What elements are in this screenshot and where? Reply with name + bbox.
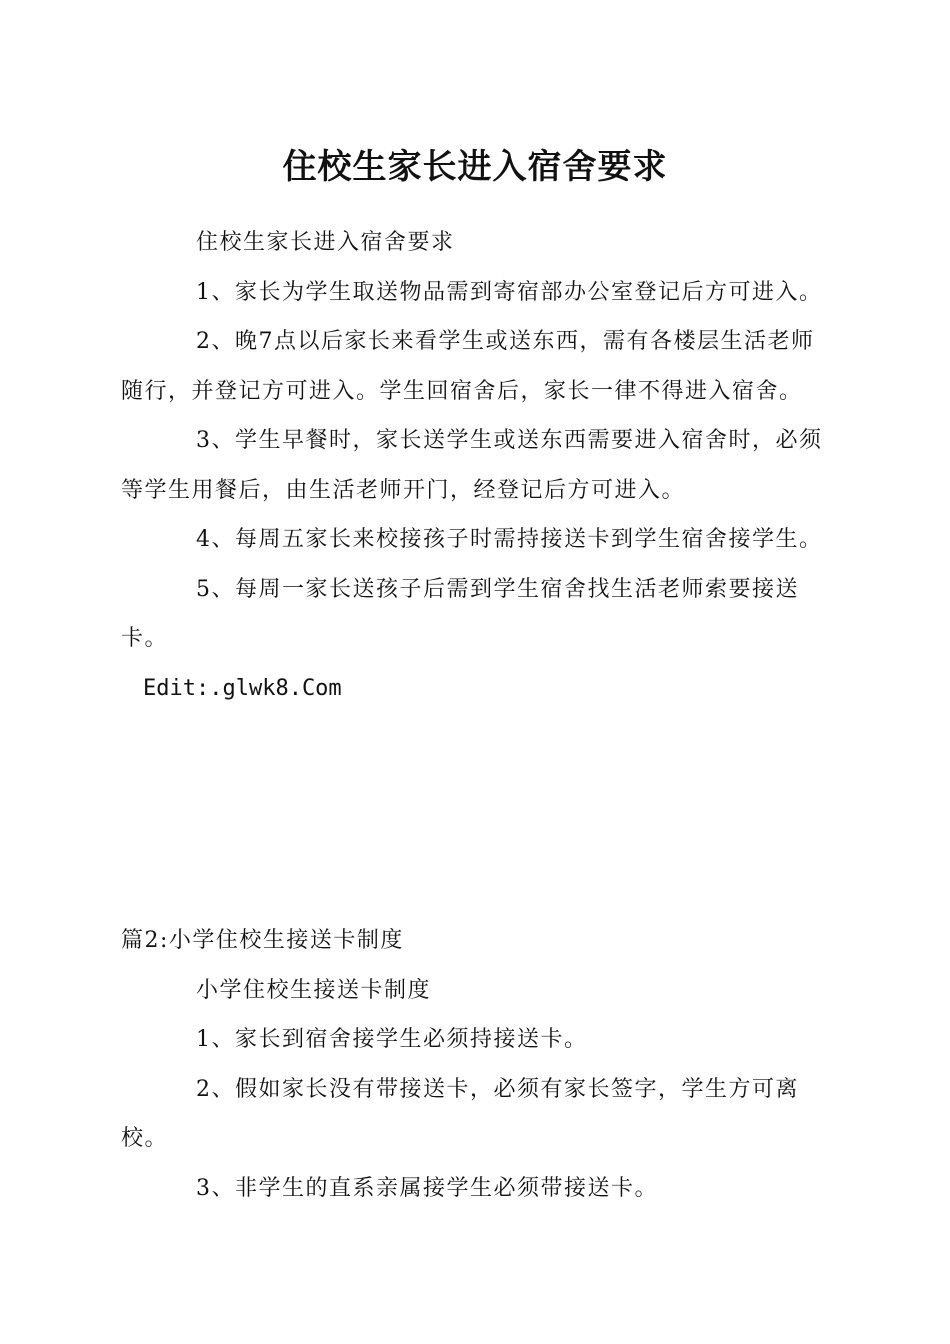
section-2 [121,916,833,1213]
section-1-item-1: 1、家长为学生取送物品需到寄宿部办公室登记后方可进入。 [196,279,823,305]
section-2-item-2: 2、假如家长没有带接送卡，必须有家长签字，学生方可离校。 [121,1076,799,1151]
edit-note: Edit:.glwk8.Com [143,675,342,701]
section-2-heading: 小学住校生接送卡制度 [196,977,432,1003]
section-1-item-3: 3、学生早餐时，家长送学生或送东西需要进入宿舍时，必须等学生用餐后，由生活老师开门，经登记后方可进入。 [121,428,823,503]
section-1-item-2: 2、晚7点以后家长来看学生或送东西，需有各楼层生活老师随行，并登记方可进入。学生回宿舍后，家长一律不得进入宿舍。 [121,329,815,404]
section-1 [121,218,833,713]
section-2-item-3: 3、非学生的直系亲属接学生必须带接送卡。 [196,1175,658,1201]
document-title: 住校生家长进入宿舍要求 [282,147,668,187]
section-2-item-1: 1、家长到宿舍接学生必须持接送卡。 [196,1027,588,1052]
section-1-item-5: 5、每周一家长送孩子后需到学生宿舍找生活老师索要接送卡。 [121,576,799,651]
section-1-item-4: 4、每周五家长来校接孩子时需持接送卡到学生宿舍接学生。 [196,527,823,552]
section-2-label: 篇2:小学住校生接送卡制度 [121,928,404,953]
section-1-heading: 住校生家长进入宿舍要求 [196,230,455,255]
